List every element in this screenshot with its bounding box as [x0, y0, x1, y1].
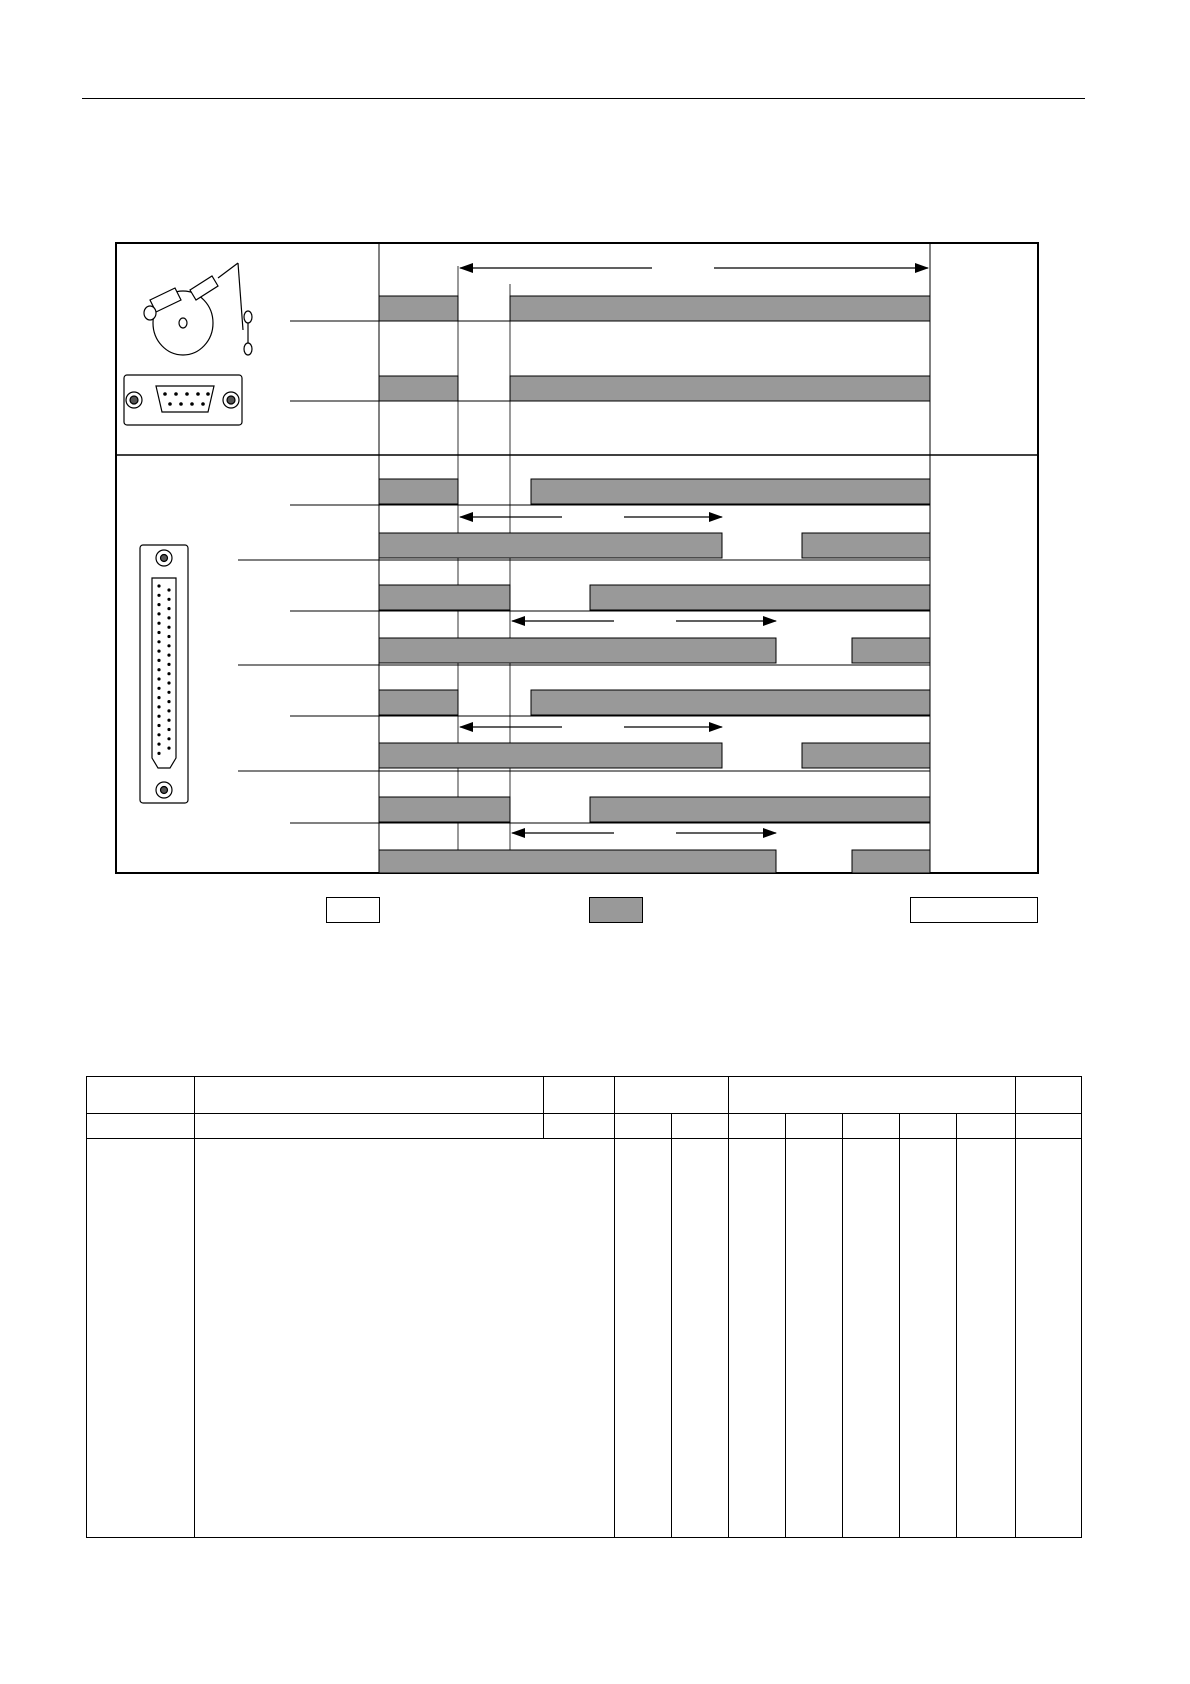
connector-pin: [157, 668, 160, 671]
signal-bar: [379, 690, 458, 715]
connector-pin: [167, 700, 170, 703]
connector-pin: [157, 659, 160, 662]
table-cell: [843, 1114, 900, 1139]
connector-pin: [167, 644, 170, 647]
connector-pin: [157, 622, 160, 625]
table-cell: [786, 1114, 843, 1139]
table-cell: [615, 1114, 672, 1139]
channel-group-1: [238, 479, 930, 560]
signal-bar: [379, 797, 510, 822]
connector-pin: [167, 626, 170, 629]
signal-bar: [531, 690, 930, 715]
table-cell: [87, 1114, 195, 1139]
signal-bar: [379, 376, 458, 401]
table-cell: [544, 1114, 615, 1139]
connector-pin: [157, 705, 160, 708]
connector-pin: [157, 650, 160, 653]
db9-connector-icon: [124, 375, 242, 425]
encoder-disc-icon: [144, 263, 252, 355]
table-cell: [615, 1139, 672, 1538]
table-cell: [672, 1114, 729, 1139]
table-cell: [195, 1114, 544, 1139]
signal-bar: [510, 376, 930, 401]
table-header-cell: [195, 1077, 544, 1114]
connector-pin: [157, 594, 160, 597]
table-header-cell: [729, 1077, 1016, 1114]
table-cell: [843, 1139, 900, 1538]
signal-bar: [379, 850, 776, 873]
signal-bar: [590, 797, 930, 822]
connector-pin: [167, 616, 170, 619]
status-table: [86, 1076, 1082, 1538]
table-cell: [957, 1139, 1016, 1538]
signal-bar: [379, 743, 722, 768]
connector-pin: [157, 640, 160, 643]
encoder-signals: [290, 296, 930, 401]
connector-pin: [167, 607, 170, 610]
connector-pin: [167, 719, 170, 722]
signal-bar: [531, 479, 930, 504]
connector-pin: [167, 588, 170, 591]
connector-pin: [157, 687, 160, 690]
signal-bar: [379, 585, 510, 610]
signal-bar: [802, 743, 930, 768]
db37-connector-icon: [140, 545, 188, 803]
table-cell: [900, 1114, 957, 1139]
connector-pin: [167, 737, 170, 740]
table-cell: [87, 1139, 195, 1538]
legend-swatch-inactive: [326, 897, 380, 923]
connector-pin: [167, 691, 170, 694]
signal-bar: [510, 296, 930, 321]
signal-bar: [590, 585, 930, 610]
table-cell: [900, 1139, 957, 1538]
table-cell: [729, 1139, 786, 1538]
connector-pin: [157, 715, 160, 718]
connector-pin: [167, 598, 170, 601]
connector-pin: [157, 733, 160, 736]
connector-pin: [157, 743, 160, 746]
legend-swatch-outline: [910, 897, 1038, 923]
table-row: [87, 1139, 1082, 1538]
table-header-cell: [1016, 1077, 1082, 1114]
connector-pin: [167, 635, 170, 638]
signal-bar: [379, 296, 458, 321]
signal-bar: [379, 479, 458, 504]
signal-bar: [379, 533, 722, 558]
table-header-cell: [615, 1077, 729, 1114]
table-cell: [1016, 1114, 1082, 1139]
table-cell: [1016, 1139, 1082, 1538]
connector-pin: [167, 709, 170, 712]
connector-pin: [157, 584, 160, 587]
connector-pin: [167, 747, 170, 750]
table-header-cell: [544, 1077, 615, 1114]
connector-pin: [157, 724, 160, 727]
connector-pin: [167, 672, 170, 675]
table-subheader-row: [87, 1114, 1082, 1139]
table-cell: [786, 1139, 843, 1538]
signal-bar: [852, 638, 930, 663]
connector-pin: [157, 696, 160, 699]
connector-pin: [157, 677, 160, 680]
connector-pin: [167, 654, 170, 657]
signal-bar: [379, 638, 776, 663]
signal-bar: [852, 850, 930, 873]
connector-pin: [157, 603, 160, 606]
table-header-cell: [87, 1077, 195, 1114]
table-cell: [729, 1114, 786, 1139]
channel-group-3: [238, 690, 930, 771]
connector-pin: [167, 728, 170, 731]
channel-group-2: [238, 585, 930, 665]
table-header-row: [87, 1077, 1082, 1114]
table-cell: [195, 1139, 615, 1538]
connector-pin: [157, 752, 160, 755]
connector-pin: [167, 681, 170, 684]
connector-pin: [157, 612, 160, 615]
signal-bar: [802, 533, 930, 558]
connector-pin: [167, 663, 170, 666]
legend-swatch-active: [589, 897, 643, 923]
table-cell: [672, 1139, 729, 1538]
table-cell: [957, 1114, 1016, 1139]
connector-pin: [157, 631, 160, 634]
channel-group-4: [290, 797, 930, 873]
